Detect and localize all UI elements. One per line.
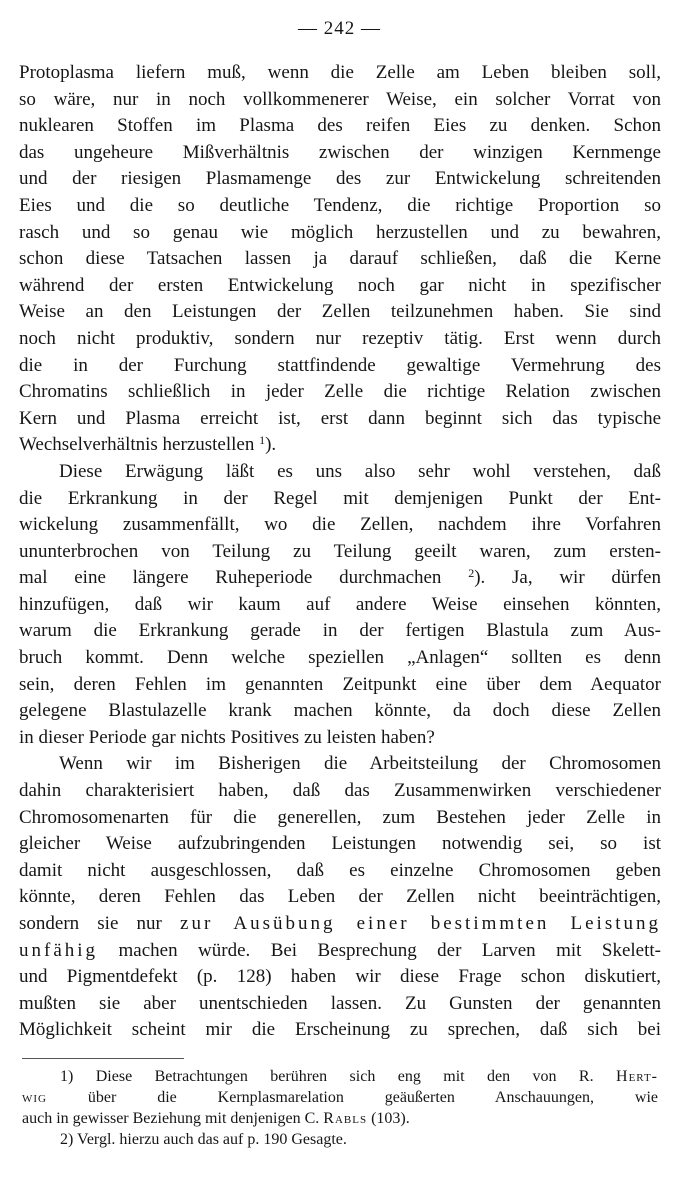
page-number: — 242 —: [298, 18, 381, 39]
body-text: [19, 60, 661, 1044]
text-fragment: ).: [265, 434, 277, 456]
footnote-divider: [22, 1058, 184, 1059]
text-line: so wäre, nur in noch vollkommenerer Weise, ein solcher Vorrat von: [19, 88, 661, 110]
text-fragment: über die Kernplasmarelation geäußerten Anschauungen, wie: [87, 1089, 659, 1106]
text-fragment: machen würde. Bei Besprechung der Larven mit Skelett-: [118, 939, 661, 961]
text-line: und Pigmentdefekt (p. 128) haben wir diese Frage schon diskutiert,: [19, 966, 661, 988]
footnote-line: [22, 1108, 658, 1129]
text-line: könnte, deren Fehlen das Leben der Zellen nicht beeinträchtigen,: [19, 886, 661, 908]
emphasized-text: zur Ausübung einer bestimmten Leistung: [180, 913, 662, 934]
footnote-marker: 2: [468, 566, 475, 581]
text-line: Chromosomenarten für die generellen, zum Bestehen jeder Zelle in: [19, 806, 661, 828]
text-line: die in der Furchung stattfindende gewaltige Vermehrung des: [19, 354, 661, 376]
text-line: mußten sie aber unentschieden lassen. Zu Gunsten der genannten: [19, 992, 661, 1014]
emphasized-text: unfähig: [19, 939, 99, 961]
author-name: Hert-: [616, 1068, 659, 1085]
text-line: und der riesigen Plasmamenge des zur Entwickelung schreitenden: [19, 168, 661, 190]
author-name: wig: [22, 1089, 47, 1106]
text-line: dahin charakterisiert haben, daß das Zusammenwirken verschiedener: [19, 780, 661, 802]
footnotes: [22, 1066, 658, 1150]
text-line: gleicher Weise aufzubringenden Leistungen notwendig sei, so ist: [19, 833, 661, 855]
text-fragment: mal eine längere Ruheperiode durchmachen: [19, 567, 442, 589]
text-line: sein, deren Fehlen im genannten Zeitpunkt eine über dem Aequator: [19, 673, 661, 695]
text-line: nuklearen Stoffen im Plasma des reifen Eies zu denken. Schon: [19, 115, 661, 137]
text-line: während der ersten Entwickelung noch gar nicht in spezifischer: [19, 274, 661, 296]
text-line: gelegene Blastulazelle krank machen könnte, da doch diese Zellen: [19, 700, 661, 722]
text-line: Wenn wir im Bisherigen die Arbeitsteilung der Chromosomen: [59, 753, 661, 775]
text-line: Diese Erwägung läßt es uns also sehr wohl verstehen, daß: [59, 460, 661, 482]
text-line: das ungeheure Mißverhältnis zwischen der winzigen Kernmenge: [19, 141, 661, 163]
text-line: Protoplasma liefern muß, wenn die Zelle am Leben bleiben soll,: [19, 62, 661, 83]
footnote-line: [22, 1066, 658, 1087]
text-line: Chromatins schließlich in jeder Zelle die richtige Relation zwischen: [19, 381, 661, 403]
text-line: warum die Erkrankung gerade in der fertigen Blastula zum Aus-: [19, 620, 661, 642]
text-line: [19, 938, 661, 965]
text-line: schon diese Tatsachen lassen ja darauf schließen, daß die Kerne: [19, 248, 661, 270]
text-line: noch nicht produktiv, sondern nur rezeptiv tätig. Erst wenn durch: [19, 327, 661, 349]
text-fragment: 1) Diese Betrachtungen berühren sich eng mit den von R.: [60, 1068, 594, 1085]
text-line: [19, 911, 661, 938]
text-line: [19, 432, 661, 459]
author-name: Rabls: [323, 1110, 368, 1127]
text-line: bruch kommt. Denn welche speziellen „Anlagen“ sollten es denn: [19, 647, 661, 669]
text-line: wickelung zusammenfällt, wo die Zellen, nachdem ihre Vorfahren: [19, 514, 661, 536]
footnote-marker: 1: [259, 433, 266, 448]
text-line: die Erkrankung in der Regel mit demjenigen Punkt der Ent-: [19, 487, 661, 509]
text-fragment: Wechselverhältnis herzustellen: [19, 434, 255, 456]
text-line: [19, 565, 661, 592]
text-line: Kern und Plasma erreicht ist, erst dann beginnt sich das typische: [19, 407, 661, 429]
text-line: ununterbrochen von Teilung zu Teilung geeilt waren, zum ersten-: [19, 540, 661, 562]
footnote-line: 2) Vergl. hierzu auch das auf p. 190 Gesagte.: [60, 1131, 347, 1148]
text-line: hinzufügen, daß wir kaum auf andere Weise einsehen könnten,: [19, 593, 661, 615]
text-line: Möglichkeit scheint mir die Erscheinung zu sprechen, daß sich bei: [19, 1019, 661, 1041]
text-line: in dieser Periode gar nichts Positives zu leisten haben?: [19, 726, 435, 748]
text-line: Weise an den Leistungen der Zellen teilzunehmen haben. Sie sind: [19, 301, 661, 323]
text-line: rasch und so genau wie möglich herzustellen und zu bewahren,: [19, 221, 661, 243]
text-line: Eies und die so deutliche Tendenz, die richtige Proportion so: [19, 194, 661, 216]
text-fragment: (103).: [371, 1110, 410, 1127]
footnote-line: [22, 1087, 658, 1108]
text-fragment: auch in gewisser Beziehung mit denjenigen C.: [22, 1110, 320, 1127]
text-fragment: ). Ja, wir dürfen: [474, 567, 661, 589]
text-fragment: sondern sie nur: [19, 913, 162, 934]
text-line: damit nicht ausgeschlossen, daß es einzelne Chromosomen geben: [19, 859, 661, 881]
